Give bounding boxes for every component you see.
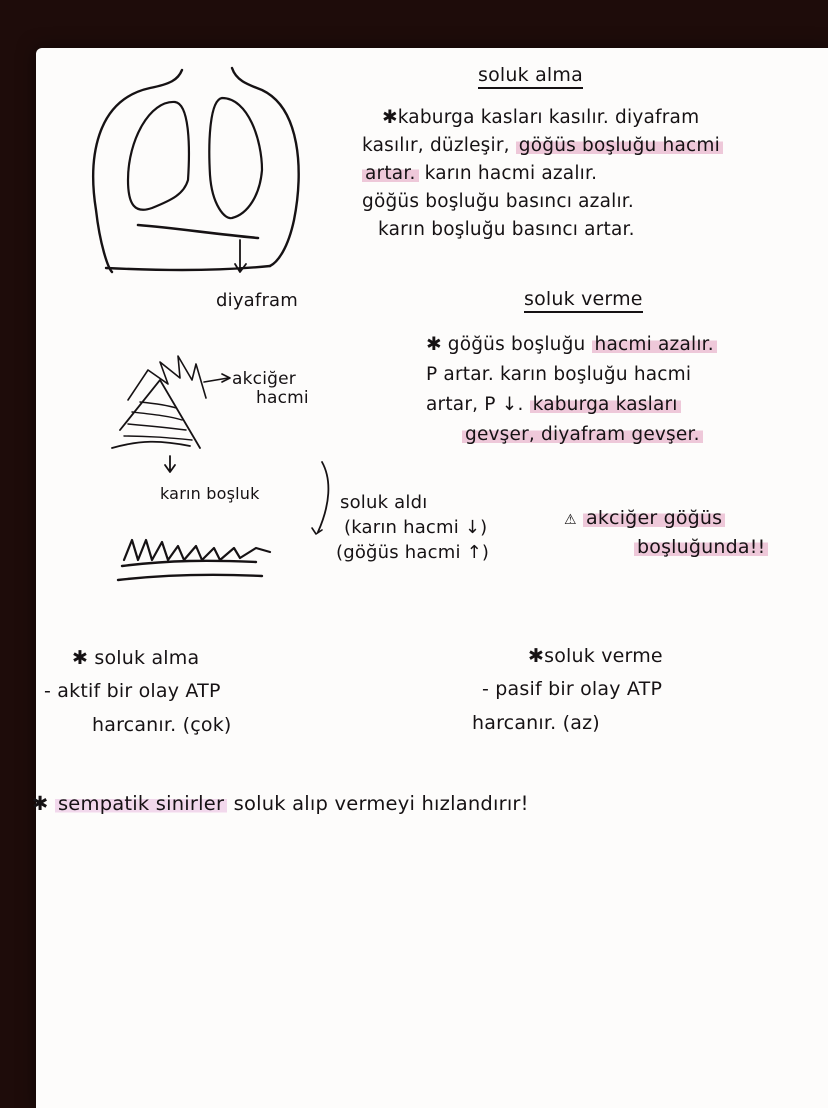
- inhale-title: soluk alma: [478, 66, 583, 89]
- inhale-line-2: kasılır, düzleşir, göğüs boşluğu hacmi: [362, 132, 723, 160]
- inhale-note: soluk aldı (karın hacmi ↓) (göğüs hacmi ↑): [336, 492, 490, 564]
- lung-sketch: [112, 356, 230, 472]
- bracket: [312, 462, 328, 534]
- chest-diagram: [93, 68, 298, 272]
- diaphragm-label: diyafram: [216, 290, 299, 311]
- inhale-summary: ✱ soluk alma - aktif bir olay ATP harcanır. (çok): [44, 647, 232, 736]
- exhale-text: [426, 330, 717, 450]
- warning-icon: ⚠: [564, 512, 577, 528]
- exhale-line-1: ✱ göğüs boşluğu hacmi azalır.: [426, 330, 717, 360]
- exhale-line-3: artar, P ↓. kaburga kasları: [426, 390, 717, 420]
- inhale-text: [362, 104, 723, 245]
- exhale-title: soluk verme: [524, 290, 643, 313]
- notebook-page: [32, 48, 828, 1108]
- exhale-line-4: gevşer, diyafram gevşer.: [426, 420, 717, 450]
- lung-label: akciğer hacmi: [232, 369, 309, 408]
- inhale-line-1: ✱kaburga kasları kasılır. diyafram: [382, 107, 700, 128]
- abdomen-scribble: [118, 540, 270, 580]
- cavity-label: karın boşluk: [160, 484, 260, 503]
- inhale-line-5: karın boşluğu basıncı artar.: [378, 219, 635, 241]
- sympathetic-note: ✱ sempatik sinirler soluk alıp vermeyi hızlandırır!: [32, 792, 529, 815]
- lung-location-note: ⚠ akciğer göğüs boşluğunda!!: [564, 504, 768, 561]
- inhale-line-4: göğüs boşluğu basıncı azalır.: [362, 191, 634, 213]
- exhale-line-2: P artar. karın boşluğu hacmi: [426, 363, 692, 385]
- exhale-summary: ✱soluk verme - pasif bir olay ATP harcanır. (az): [472, 645, 663, 734]
- inhale-line-3: artar. karın hacmi azalır.: [362, 160, 723, 188]
